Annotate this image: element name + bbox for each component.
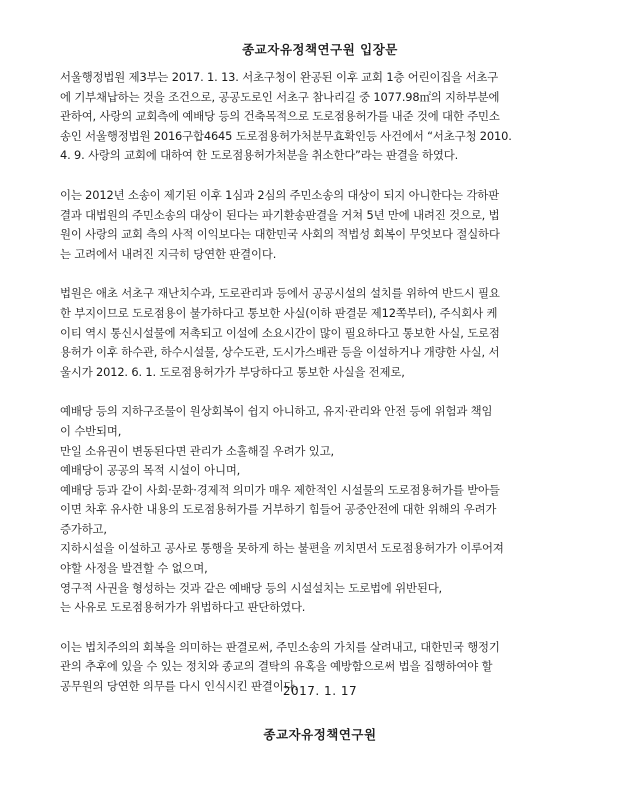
paragraph-line: 는 고려에서 내려진 지극히 당연한 판결이다. xyxy=(60,246,277,261)
paragraph-2 xyxy=(60,186,582,264)
paragraph-line: 서울행정법원 제3부는 2017. 1. 13. 서초구청이 완공된 이후 교회 1층 어린이집을 서초구 xyxy=(60,70,499,84)
paragraph-1 xyxy=(60,68,582,166)
paragraph-line: 관하여, 사랑의 교회측에 예배당 등의 건축목적으로 도로점용허가를 내준 것에 대한 주민소 xyxy=(60,109,500,124)
document-date: 2017. 1. 17 xyxy=(282,684,358,698)
paragraph-line: 용허가 이후 하수관, 하수시설물, 상수도관, 도시가스배관 등을 이설하거나 개량한 사실, 서 xyxy=(60,345,500,360)
paragraph-line: 이티 역시 통신시설물에 저촉되고 이설에 소요시간이 많이 필요하다고 통보한 사실, 도로점 xyxy=(60,325,500,340)
paragraph-line: 만일 소유권이 변동된다면 관리가 소홀해질 우려가 있고, xyxy=(60,443,334,458)
paragraph-line: 영구적 사권을 형성하는 것과 같은 예배당 등의 시설설치는 도로법에 위반된다, xyxy=(60,580,443,595)
paragraph-line: 법원은 애초 서초구 재난치수과, 도로관리과 등에서 공공시설의 설치를 위하여 반드시 필요 xyxy=(60,286,500,301)
paragraph-line: 관의 추후에 있을 수 있는 정치와 종교의 결탁의 유혹을 예방함으로써 법을 집행하여야 할 xyxy=(60,659,493,674)
paragraph-line: 예배당 등과 같이 사회·문화·경제적 의미가 매우 제한적인 시설물의 도로점용허가를 받아들 xyxy=(60,482,500,497)
paragraph-line: 야할 사정을 발견할 수 없으며, xyxy=(60,561,208,576)
paragraph-line: 지하시설을 이설하고 공사로 통행을 못하게 하는 불편을 끼치면서 도로점용허가가 이루어져 xyxy=(60,541,504,556)
paragraph-line: 결과 대법원의 주민소송의 대상이 된다는 파기환송판결을 거쳐 5년 만에 내려진 것으로, 법 xyxy=(60,207,500,222)
paragraph-4 xyxy=(60,402,582,618)
paragraph-line: 예배당이 공공의 목적 시설이 아니며, xyxy=(60,463,241,478)
document-body xyxy=(60,68,582,717)
paragraph-3 xyxy=(60,284,582,382)
paragraph-line: 공무원의 당연한 의무를 다시 인식시킨 판결이다. xyxy=(60,679,298,694)
paragraph-line: 증가하고, xyxy=(60,521,107,536)
paragraph-line: 한 부지이므로 도로점용이 불가하다고 통보한 사실(이하 판결문 제12쪽부터), 주식회사 케 xyxy=(60,305,498,320)
paragraph-line: 울시가 2012. 6. 1. 도로점용허가가 부당하다고 통보한 사실을 전제로, xyxy=(60,364,405,379)
document-title: 종교자유정책연구원 입장문 xyxy=(242,42,398,57)
paragraph-line: 이는 2012년 소송이 제기된 이후 1심과 2심의 주민소송의 대상이 되지 아니한다는 각하판 xyxy=(60,187,499,202)
paragraph-line: 이면 차후 유사한 내용의 도로점용허가를 거부하기 힘들어 공중안전에 대한 위해의 우려가 xyxy=(60,502,497,517)
paragraph-line: 에 기부채납하는 것을 조건으로, 공공도로인 서초구 참나리길 중 1077.98㎡의 지하부분에 xyxy=(60,89,500,104)
paragraph-line: 4. 9. 사랑의 교회에 대하여 한 도로점용허가처분을 취소한다”라는 판결을 하였다. xyxy=(60,148,459,163)
paragraph-line: 원이 사랑의 교회 측의 사적 이익보다는 대한민국 사회의 적법성 회복이 무엇보다 절실하다 xyxy=(60,227,500,242)
signature-organization: 종교자유정책연구원 xyxy=(263,727,377,742)
paragraph-line: 이 수반되며, xyxy=(60,423,122,438)
paragraph-line: 예배당 등의 지하구조물이 원상회복이 쉽지 아니하고, 유지·관리와 안전 등에 위험과 책임 xyxy=(60,404,493,419)
paragraph-line: 송인 서울행정법원 2016구합4645 도로점용허가처분무효확인등 사건에서 “서초구청 2010. xyxy=(60,128,512,143)
paragraph-line: 는 사유로 도로점용허가가 위법하다고 판단하였다. xyxy=(60,600,306,615)
paragraph-line: 이는 법치주의의 회복을 의미하는 판결로써, 주민소송의 가치를 살려내고, 대한민국 행정기 xyxy=(60,639,500,654)
